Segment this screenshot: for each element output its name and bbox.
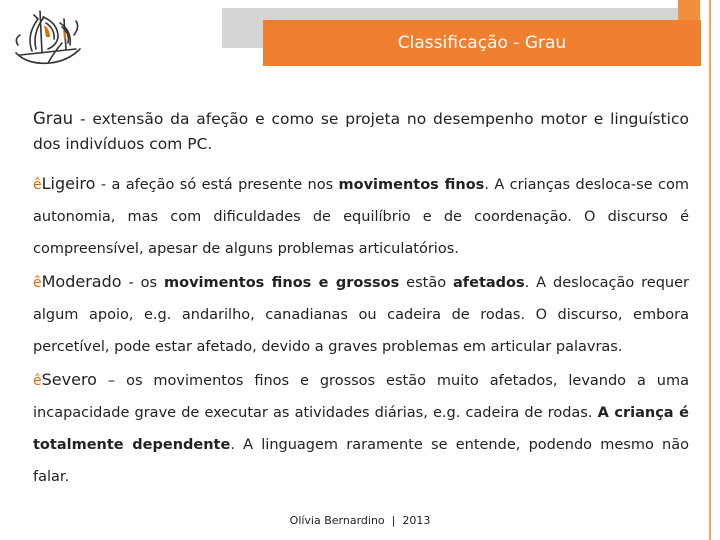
header-orange-corner <box>678 0 700 20</box>
definition-paragraph <box>33 106 689 157</box>
degree-emphasis: A criança é totalmente dependente <box>33 405 689 453</box>
caravel-logo <box>10 5 85 70</box>
arrow-bullet-icon: ê <box>33 275 42 291</box>
degree-text: . A crianças desloca-se com autonomia, mas com dificuldades de equilíbrio e de coordenação. O discurso é compreensível, apesar de alguns problemas articulatórios. <box>33 177 690 257</box>
degree-item-ligeiro <box>33 168 689 265</box>
degree-separator: – <box>96 373 127 389</box>
degree-label: Ligeiro <box>41 174 96 193</box>
degree-text: os movimentos finos e grossos estão muito afetados, levando a uma incapacidade grave de executar as atividades diárias, e.g. cadeira de rodas. <box>33 373 690 421</box>
definition-term: Grau <box>33 109 74 128</box>
degree-item-moderado <box>33 266 689 363</box>
footer-text: Olívia Bernardino | 2013 <box>289 514 431 527</box>
slide-content <box>33 106 689 494</box>
degree-emphasis: movimentos finos <box>338 177 485 193</box>
definition-separator: - <box>73 110 93 128</box>
degree-text: estão <box>399 275 454 291</box>
degree-separator: - os <box>121 275 164 291</box>
right-accent-line <box>709 0 711 540</box>
header-title-bar <box>263 20 701 66</box>
degree-emphasis: afetados <box>453 275 525 291</box>
arrow-bullet-icon: ê <box>33 373 42 389</box>
degree-separator: - <box>95 177 112 193</box>
definition-text: extensão da afeção e como se projeta no desempenho motor e linguístico dos indivíduos com PC. <box>33 110 689 153</box>
degree-label: Severo <box>41 370 97 389</box>
degree-label: Moderado <box>41 272 122 291</box>
degree-item-severo <box>33 364 689 493</box>
footer-credit <box>0 514 720 527</box>
degree-text: . A linguagem raramente se entende, podendo mesmo não falar. <box>33 437 690 485</box>
degree-text: a afeção só está presente nos <box>111 177 339 193</box>
arrow-bullet-icon: ê <box>33 177 42 193</box>
degree-emphasis: movimentos finos e grossos <box>164 275 400 291</box>
page-title: Classificação - Grau <box>397 33 567 53</box>
degree-text: . A deslocação requer algum apoio, e.g. andarilho, canadianas ou cadeira de rodas. O discurso, embora percetível, pode estar afetado, devido a graves problemas em articular palavras. <box>33 275 689 355</box>
